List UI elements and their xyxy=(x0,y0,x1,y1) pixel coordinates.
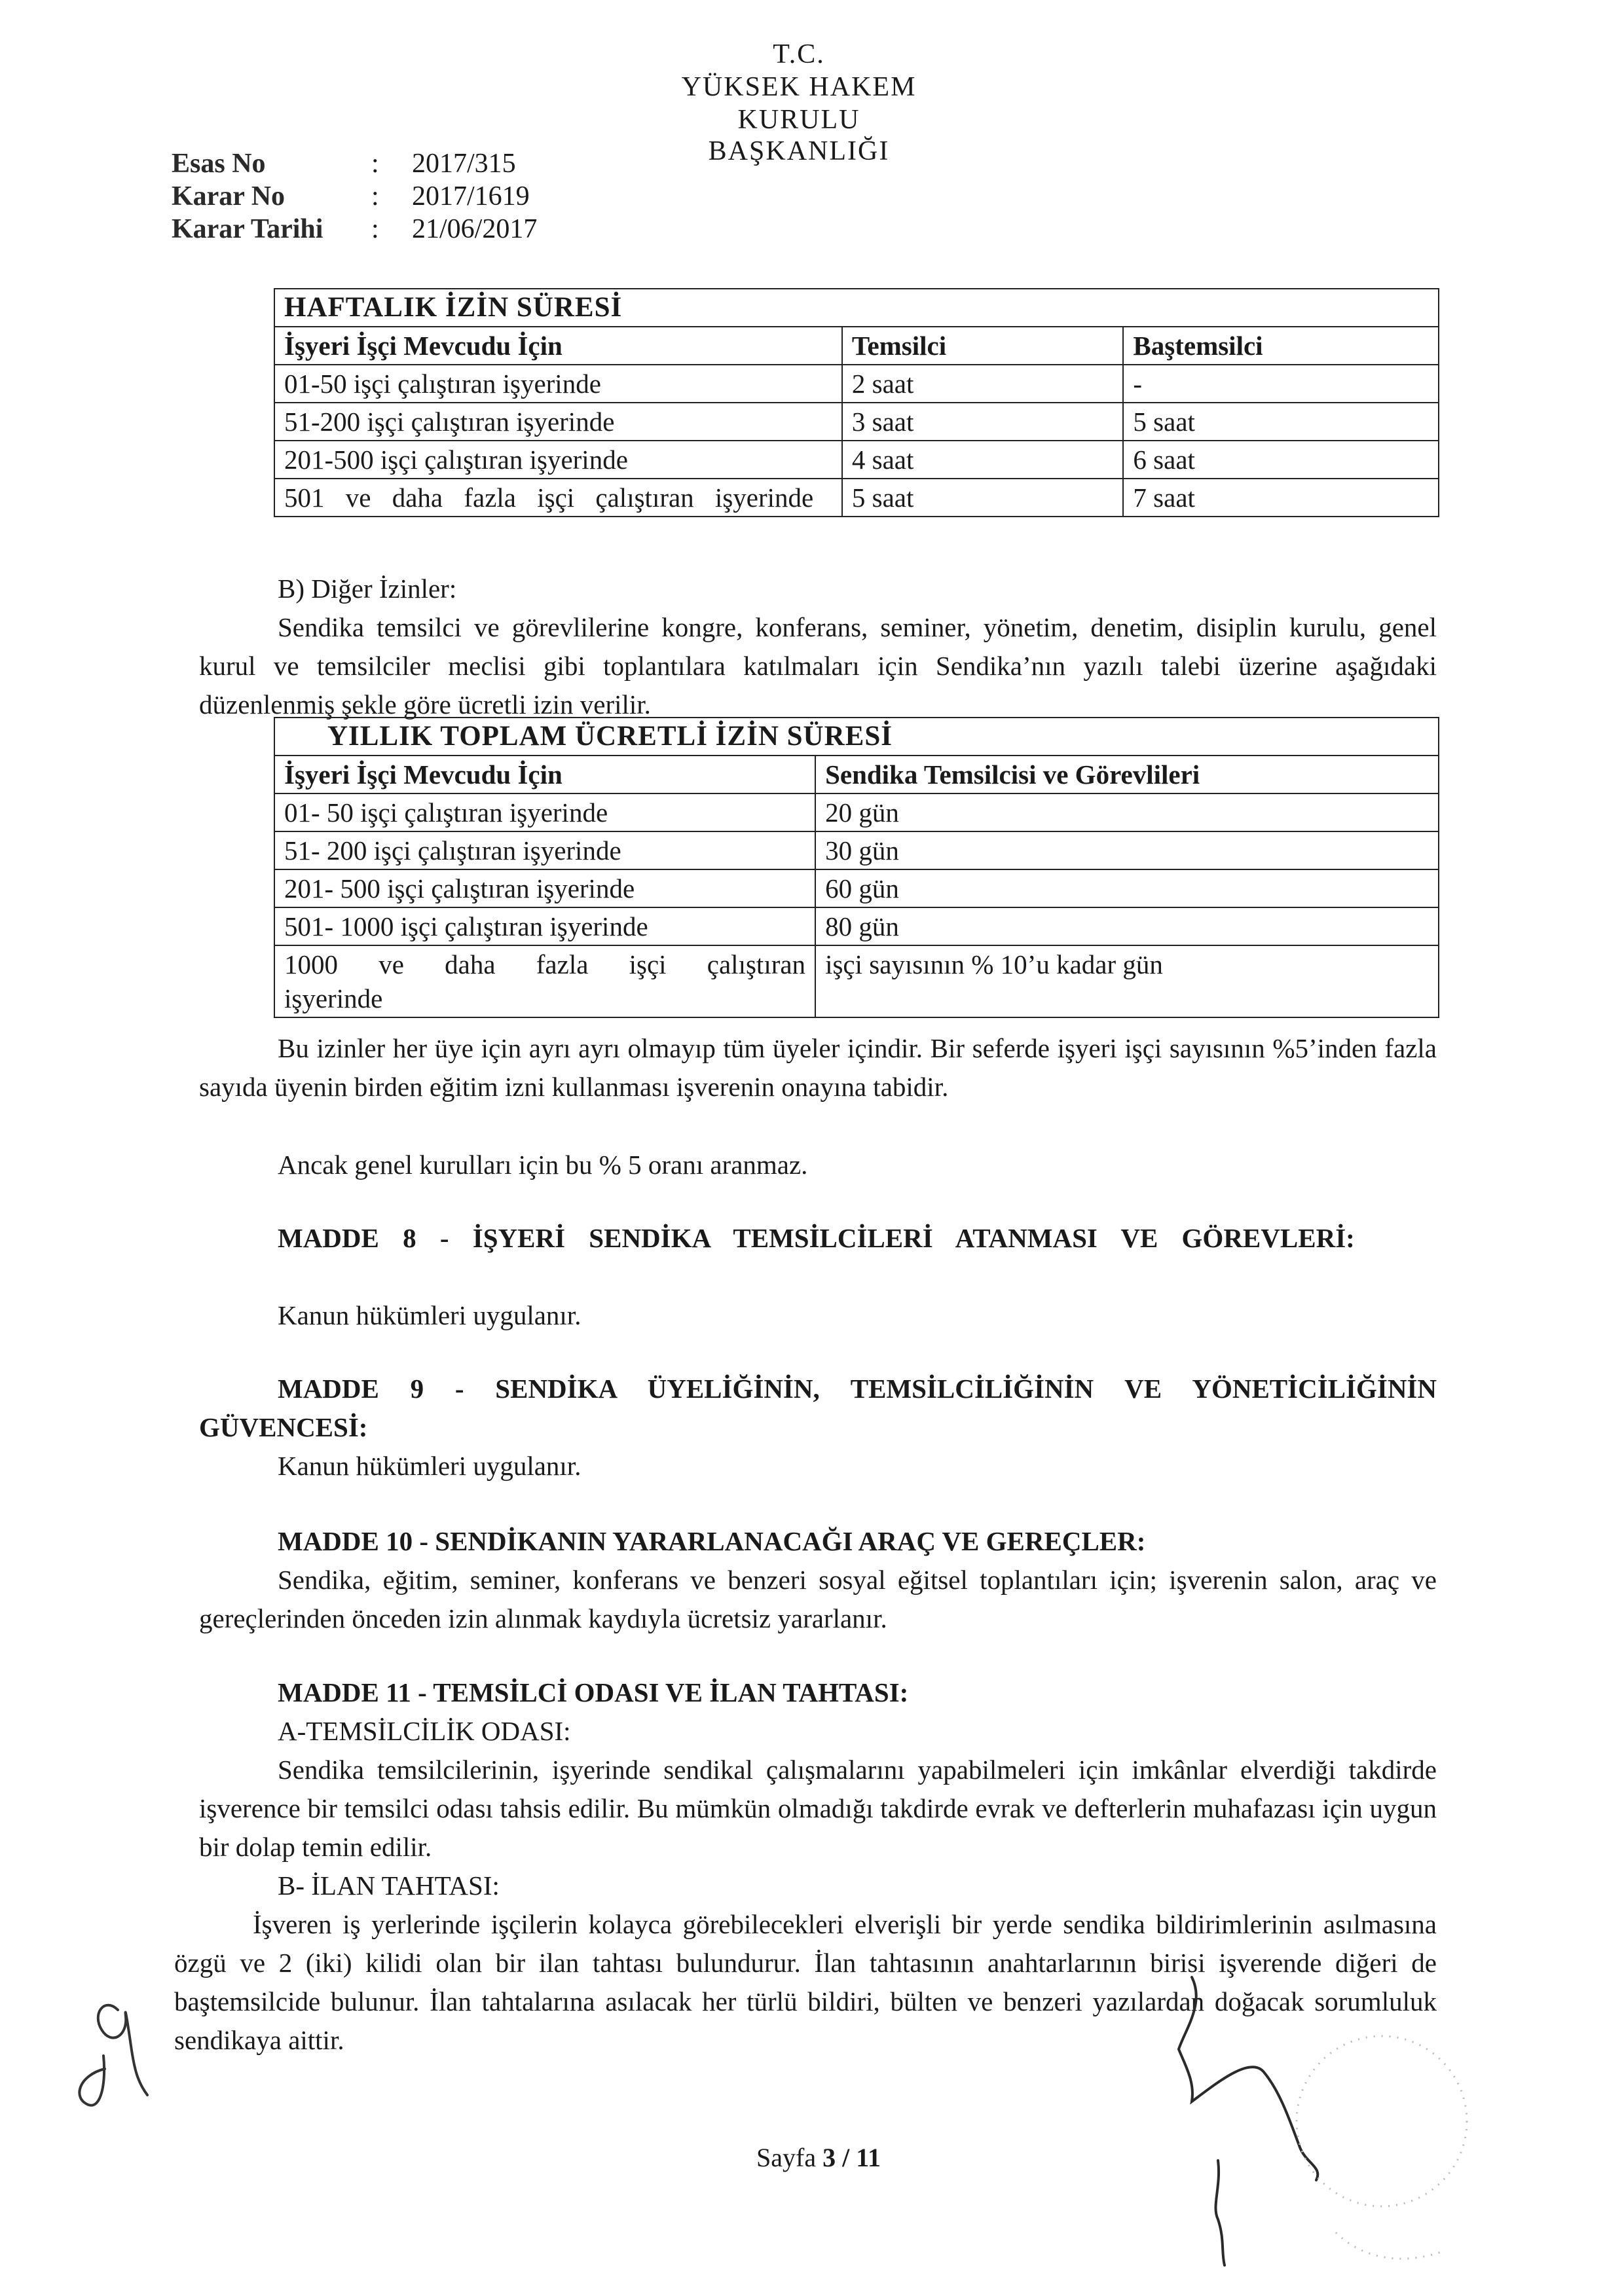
table-title: HAFTALIK İZİN SÜRESİ xyxy=(274,289,1439,327)
table-row: 501 ve daha fazla işçi çalıştıran işyerinde 5 saat 7 saat xyxy=(274,479,1439,517)
madde-11-title: MADDE 11 - TEMSİLCİ ODASI VE İLAN TAHTASI: xyxy=(278,1677,909,1707)
annual-leave-table xyxy=(274,717,1439,1018)
table-row: 201- 500 işçi çalıştıran işyerinde 60 gün xyxy=(274,869,1439,907)
madde-8-title: MADDE 8 - İŞYERİ SENDİKA TEMSİLCİLERİ ATANMASI VE GÖREVLERİ: xyxy=(278,1223,1355,1253)
esas-no-label: Esas No xyxy=(172,149,266,179)
after-table-note: Ancak genel kurulları için bu % 5 oranı aranmaz. xyxy=(278,1150,808,1180)
case-info-row: Esas No : 2017/315 xyxy=(172,149,516,179)
madde-8-text: Kanun hükümleri uygulanır. xyxy=(278,1300,581,1330)
madde-9-title: MADDE 9 - SENDİKA ÜYELİĞİNİN, TEMSİLCİLİĞİNİN VE YÖNETİCİLİĞİNİN GÜVENCESİ: xyxy=(199,1374,1437,1442)
madde-9-text: Kanun hükümleri uygulanır. xyxy=(278,1451,581,1481)
table-header: Sendika Temsilcisi ve Görevlileri xyxy=(815,756,1439,793)
table-row: 501- 1000 işçi çalıştıran işyerinde 80 gün xyxy=(274,907,1439,945)
madde-11-text-b: İşveren iş yerlerinde işçilerin kolayca görebilecekleri elverişli bir yerde sendika bildirimlerinin asılmasına özgü ve 2 (iki) kilidi olan bir ilan tahtası bulundurur. İlan tahtasının anahtarlarının birisi işverende diğeri de baştemsilcide bulunur. İlan tahtalarına asılacak her türlü bildiri, bülten ve benzeri yazılardan doğacak sorumluluk sendikaya aittir. xyxy=(174,1909,1437,2055)
table-row: 51-200 işçi çalıştıran işyerinde 3 saat 5 saat xyxy=(274,403,1439,441)
madde-11-sub-a: A-TEMSİLCİLİK ODASI: xyxy=(278,1716,571,1746)
case-info xyxy=(172,147,630,246)
table-row: 01- 50 işçi çalıştıran işyerinde 20 gün xyxy=(274,793,1439,831)
page-number: Sayfa 3 / 11 xyxy=(756,2143,881,2172)
table-row: 201-500 işçi çalıştıran işyerinde 4 saat 6 saat xyxy=(274,441,1439,479)
madde-11-text-a: Sendika temsilcilerinin, işyerinde sendikal çalışmalarını yapabilmeleri için imkânlar elverdiği takdirde işverence bir temsilci odası tahsis edilir. Bu mümkün olmadığı takdirde evrak ve defterlerin muhafazası için uygun bir dolap temin edilir. xyxy=(199,1755,1437,1862)
esas-no-value: 2017/315 xyxy=(412,149,516,179)
table-header: Baştemsilci xyxy=(1123,327,1439,365)
section-b-heading: B) Diğer İzinler: xyxy=(278,574,457,604)
document-header xyxy=(655,38,943,168)
weekly-leave-table xyxy=(274,288,1439,517)
madde-11-sub-b: B- İLAN TAHTASI: xyxy=(278,1870,500,1901)
table-row: 51- 200 işçi çalıştıran işyerinde 30 gün xyxy=(274,831,1439,869)
table-header: Temsilci xyxy=(842,327,1124,365)
karar-tarihi-value: 21/06/2017 xyxy=(412,214,538,244)
table-header: İşyeri İşçi Mevcudu İçin xyxy=(274,327,842,365)
table-header: İşyeri İşçi Mevcudu İçin xyxy=(274,756,815,793)
signature xyxy=(1166,1951,1506,2291)
case-info-row: Karar No : 2017/1619 xyxy=(172,181,530,211)
table-title: YILLIK TOPLAM ÜCRETLİ İZİN SÜRESİ xyxy=(274,718,1439,756)
case-info-row: Karar Tarihi : 21/06/2017 xyxy=(172,214,538,244)
karar-no-label: Karar No xyxy=(172,181,286,211)
madde-10-text: Sendika, eğitim, seminer, konferans ve benzeri sosyal eğitsel toplantıları için; işverenin salon, araç ve gereçlerinden önceden izin alınmak kaydıyla ücretsiz yararlanır. xyxy=(199,1565,1437,1633)
after-table-paragraph: Bu izinler her üye için ayrı ayrı olmayıp tüm üyeler içindir. Bir seferde işyeri işçi sayısının %5’inden fazla sayıda üyenin birden eğitim izni kullanması işverenin onayına tabidir. xyxy=(199,1033,1437,1102)
karar-tarihi-label: Karar Tarihi xyxy=(172,214,323,244)
madde-10-title: MADDE 10 - SENDİKANIN YARARLANACAĞI ARAÇ VE GEREÇLER: xyxy=(278,1526,1146,1556)
table-row: 01-50 işçi çalıştıran işyerinde 2 saat - xyxy=(274,365,1439,403)
karar-no-value: 2017/1619 xyxy=(412,181,530,211)
header-line-3: BAŞKANLIĞI xyxy=(708,136,890,166)
header-line-2: YÜKSEK HAKEM KURULU xyxy=(681,72,917,135)
section-b-paragraph: Sendika temsilci ve görevlilerine kongre, konferans, seminer, yönetim, denetim, disiplin kurulu, genel kurul ve temsilciler meclisi gibi toplantılara katılmaları için Sendika’nın yazılı talebi üzerine aşağıdaki düzenlenmiş şekle göre ücretli izin verilir. xyxy=(199,612,1437,720)
handwritten-initial xyxy=(65,1984,183,2115)
table-row: 1000 ve daha fazla işçi çalıştıran işyerinde işçi sayısının % 10’u kadar gün xyxy=(274,945,1439,1017)
header-line-1: T.C. xyxy=(773,39,825,69)
